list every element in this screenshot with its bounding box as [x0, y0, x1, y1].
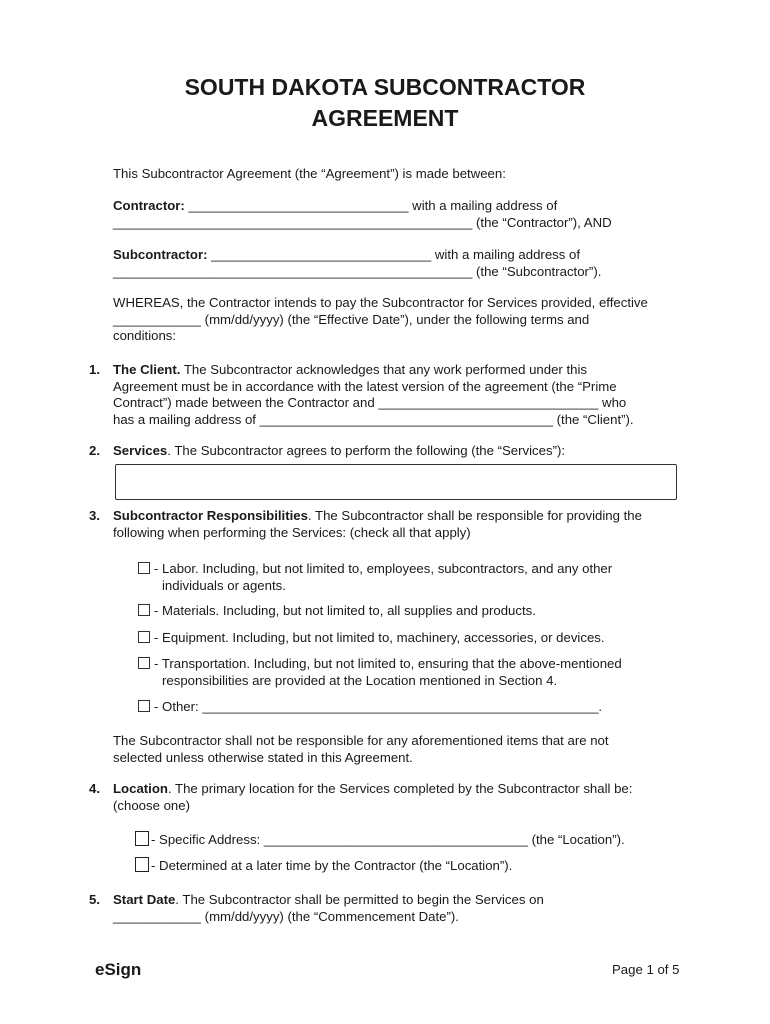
transportation-line-1: - Transportation. Including, but not limited to, ensuring that the above-mentioned — [154, 656, 622, 671]
section-2-number: 2. — [89, 443, 100, 458]
subcontractor-line-1: ______________________________ with a mailing address of — [207, 247, 581, 262]
contractor-line-1: ______________________________ with a mailing address of — [184, 198, 558, 213]
title-line-2: AGREEMENT — [311, 105, 459, 131]
section-1-line-4: has a mailing address of ________________________________________ (the “Client”). — [113, 411, 634, 427]
materials-checkbox[interactable] — [138, 604, 150, 616]
later-time-label: - Determined at a later time by the Contractor (the “Location”). — [151, 858, 513, 873]
section-1-line-1: The Subcontractor acknowledges that any work performed under this — [180, 362, 587, 377]
other-option[interactable] — [138, 699, 658, 716]
other-checkbox[interactable] — [138, 700, 150, 712]
section-5-number: 5. — [89, 892, 100, 907]
subcontractor-label: Subcontractor: — [113, 247, 208, 262]
section-3-number: 3. — [89, 508, 100, 523]
whereas-line-1: WHEREAS, the Contractor intends to pay the Subcontractor for Services provided, effective — [113, 295, 648, 310]
equipment-checkbox[interactable] — [138, 631, 150, 643]
note-line-1: The Subcontractor shall not be responsible for any aforementioned items that are not — [113, 733, 609, 748]
labor-line-2: individuals or agents. — [162, 577, 286, 593]
whereas-line-3: conditions: — [113, 328, 177, 343]
section-4-heading: Location — [113, 781, 168, 796]
materials-label: - Materials. Including, but not limited to, all supplies and products. — [154, 603, 536, 618]
materials-option[interactable] — [138, 603, 658, 620]
transportation-checkbox[interactable] — [138, 657, 150, 669]
section-5-line-2: ____________ (mm/dd/yyyy) (the “Commencement Date”). — [113, 908, 459, 924]
section-3-heading: Subcontractor Responsibilities — [113, 508, 308, 523]
section-5-heading: Start Date — [113, 892, 176, 907]
services-input-field[interactable] — [115, 464, 677, 500]
later-time-option[interactable] — [135, 857, 695, 875]
subcontractor-block — [113, 247, 678, 280]
subcontractor-line-2: _________________________________________________ (the “Subcontractor”). — [113, 263, 602, 279]
section-3-line-2: following when performing the Services: (check all that apply) — [113, 524, 471, 540]
title-line-1: SOUTH DAKOTA SUBCONTRACTOR — [184, 74, 586, 100]
section-2 — [113, 443, 678, 460]
esign-logo: eSign — [95, 960, 142, 979]
section-3-line-1: . The Subcontractor shall be responsible for providing the — [307, 508, 642, 523]
whereas-clause — [113, 295, 678, 345]
equipment-label: - Equipment. Including, but not limited to, machinery, accessories, or devices. — [154, 630, 605, 645]
section-1-heading: The Client. — [113, 362, 181, 377]
section-4-number: 4. — [89, 781, 100, 796]
section-4-line-2: (choose one) — [113, 797, 190, 813]
later-time-checkbox[interactable] — [135, 857, 149, 872]
whereas-line-2: ____________ (mm/dd/yyyy) (the “Effective Date”), under the following terms and — [113, 311, 590, 327]
specific-address-option[interactable] — [135, 831, 695, 849]
intro-text: This Subcontractor Agreement (the “Agreement”) is made between: — [113, 166, 506, 181]
labor-option[interactable] — [138, 561, 658, 594]
specific-address-checkbox[interactable] — [135, 831, 149, 846]
other-label: - Other: ______________________________________________________. — [154, 699, 603, 714]
section-2-heading: Services — [113, 443, 168, 458]
section-1-number: 1. — [89, 362, 100, 377]
section-2-text: . The Subcontractor agrees to perform the following (the “Services”): — [167, 443, 566, 458]
section-1-line-3: Contract”) made between the Contractor and ______________________________ who — [113, 395, 627, 410]
section-4 — [113, 781, 678, 814]
labor-checkbox[interactable] — [138, 562, 150, 574]
section-5 — [113, 892, 678, 925]
note-line-2: selected unless otherwise stated in this Agreement. — [113, 749, 413, 765]
section-1-line-2: Agreement must be in accordance with the latest version of the agreement (the “Prime — [113, 378, 617, 394]
specific-address-label: - Specific Address: ____________________________________ (the “Location”). — [151, 832, 625, 847]
transportation-line-2: responsibilities are provided at the Location mentioned in Section 4. — [162, 672, 558, 688]
section-4-line-1: . The primary location for the Services completed by the Subcontractor shall be: — [167, 781, 633, 796]
document-title — [0, 72, 770, 134]
responsibilities-note — [113, 733, 678, 766]
section-1 — [113, 362, 678, 428]
transportation-option[interactable] — [138, 656, 658, 689]
section-3 — [113, 508, 678, 541]
labor-line-1: - Labor. Including, but not limited to, employees, subcontractors, and any other — [154, 561, 613, 576]
contractor-block — [113, 198, 678, 231]
contractor-label: Contractor: — [113, 198, 185, 213]
section-5-line-1: . The Subcontractor shall be permitted to begin the Services on — [175, 892, 544, 907]
equipment-option[interactable] — [138, 630, 658, 647]
contractor-line-2: _________________________________________________ (the “Contractor”), AND — [113, 214, 612, 230]
page-number: Page 1 of 5 — [612, 962, 680, 977]
